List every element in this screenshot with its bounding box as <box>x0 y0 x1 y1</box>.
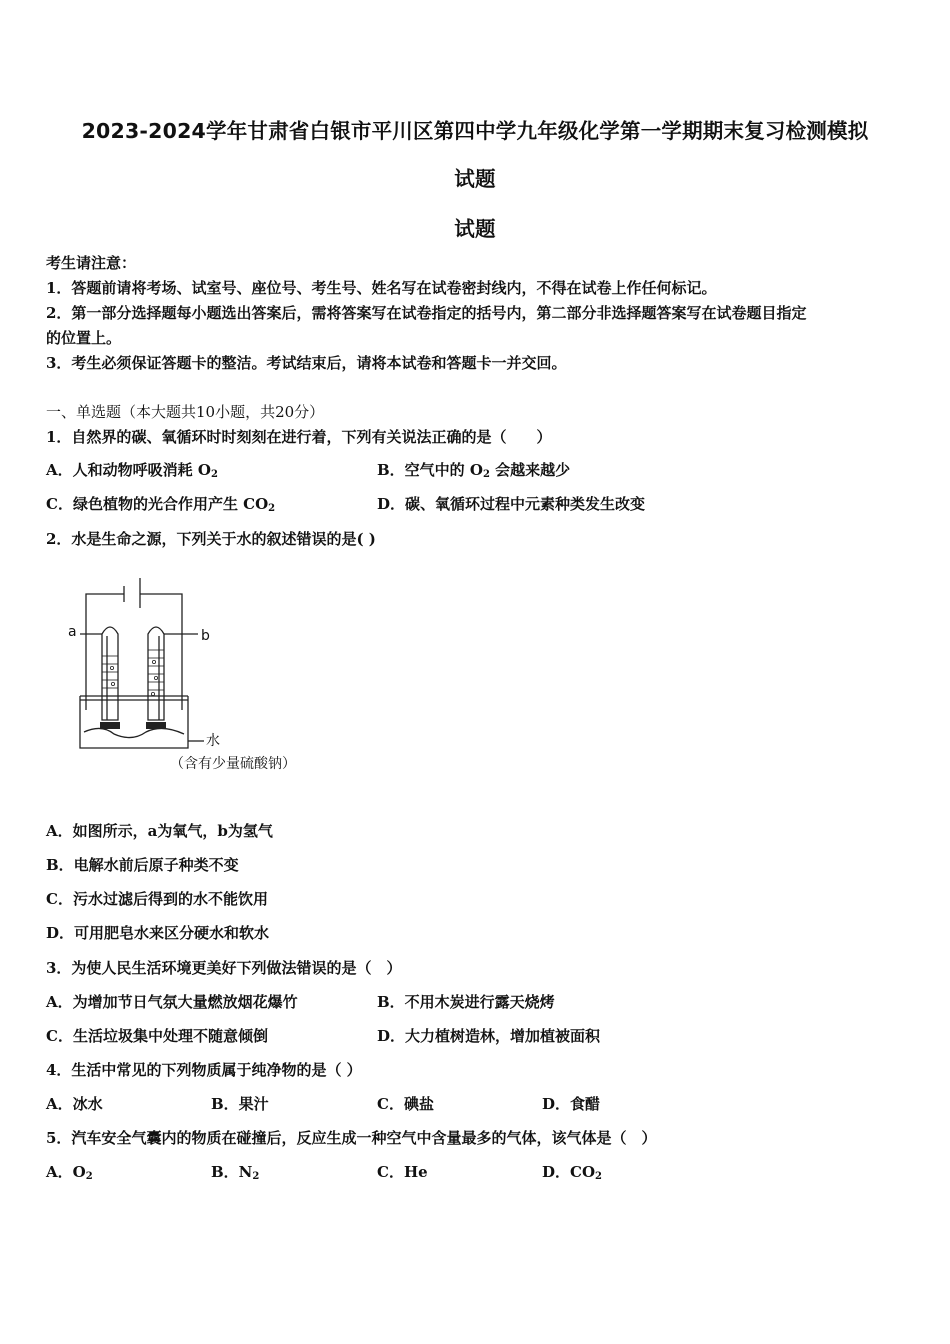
notice-item-1: 1．答题前请将考场、试室号、座位号、考生号、姓名写在试卷密封线内，不得在试卷上作任何标记。 <box>46 279 717 297</box>
q5-option-a: A．$O_2$ <box>46 1163 93 1182</box>
q3-option-c: C．生活垃圾集中处理不随意倾倒 <box>46 1027 268 1045</box>
q2-stem: 2．水是生命之源，下列关于水的叙述错误的是( ) <box>46 530 376 548</box>
q1-option-c: C．绿色植物的光合作用产生 $CO_2$ <box>46 495 276 514</box>
q3-option-a: A．为增加节日气氛大量燃放烟花爆竹 <box>46 993 298 1011</box>
diagram-label-a: a <box>68 624 77 640</box>
q3-option-d: D．大力植树造林，增加植被面积 <box>377 1027 601 1045</box>
q4-option-b: B．果汁 <box>211 1095 269 1113</box>
notice-item-2: 2．第一部分选择题每小题选出答案后，需将答案写在试卷指定的括号内，第二部分非选择题答案写在试卷题目指定 <box>46 304 807 322</box>
q5-stem: 5．汽车安全气囊内的物质在碰撞后，反应生成一种空气中含量最多的气体，该气体是（ ） <box>46 1129 657 1147</box>
diagram-label-note: （含有少量硫酸钠） <box>170 756 296 772</box>
q2-option-b: B．电解水前后原子种类不变 <box>46 856 239 874</box>
q3-stem: 3．为使人民生活环境更美好下列做法错误的是（ ） <box>46 959 402 977</box>
q4-stem: 4．生活中常见的下列物质属于纯净物的是（ ） <box>46 1061 362 1079</box>
title-line-3: 试题 <box>454 217 496 241</box>
electrolysis-apparatus <box>62 572 332 782</box>
notice-item-3: 3．考生必须保证答题卡的整洁。考试结束后，请将本试卷和答题卡一并交回。 <box>46 354 567 372</box>
q1-stem: 1．自然界的碳、氧循环时时刻刻在进行着，下列有关说法正确的是（ ） <box>46 428 552 446</box>
q4-option-a: A．冰水 <box>46 1095 103 1113</box>
title-line-2: 试题 <box>454 167 496 191</box>
notice-heading: 考生请注意： <box>46 254 137 272</box>
title-line-1: 2023-2024学年甘肃省白银市平川区第四中学九年级化学第一学期期末复习检测模拟 <box>81 119 869 143</box>
q5-option-b: B．$N_2$ <box>211 1163 260 1182</box>
q4-option-d: D．食醋 <box>542 1095 601 1113</box>
electrolysis-diagram <box>62 572 332 782</box>
diagram-label-b: b <box>201 628 210 644</box>
q1-option-d: D．碳、氧循环过程中元素种类发生改变 <box>377 495 646 513</box>
notice-item-2-cont: 的位置上。 <box>46 329 122 347</box>
q5-option-c: C．He <box>377 1163 428 1181</box>
diagram-label-water: 水 <box>206 733 220 749</box>
q3-option-b: B．不用木炭进行露天烧烤 <box>377 993 555 1011</box>
q2-option-c: C．污水过滤后得到的水不能饮用 <box>46 890 268 908</box>
q1-option-b: B．空气中的 $O_2$ 会越来越少 <box>377 461 571 480</box>
q1-option-a: A．人和动物呼吸消耗 $O_2$ <box>46 461 218 480</box>
q5-option-d: D．$CO_2$ <box>542 1163 602 1182</box>
q2-option-d: D．可用肥皂水来区分硬水和软水 <box>46 924 270 942</box>
section-heading: 一、单选题（本大题共10小题，共20分） <box>46 403 325 421</box>
q2-option-a: A．如图所示，a为氧气，b为氢气 <box>46 822 273 840</box>
q4-option-c: C．碘盐 <box>377 1095 434 1113</box>
